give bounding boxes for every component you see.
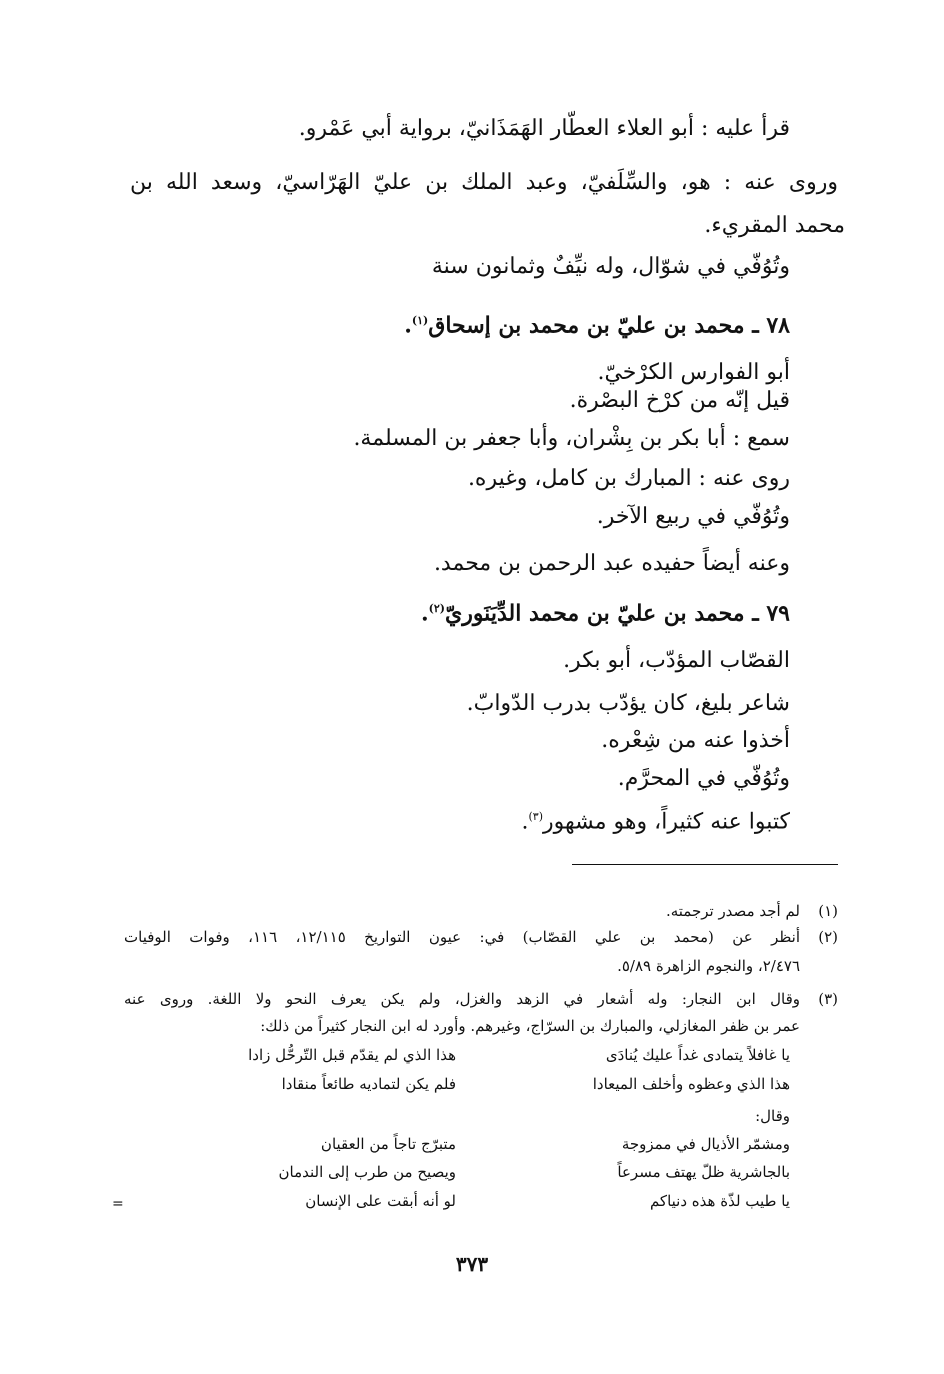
text-line: شاعر بليغ، كان يؤدّب بدرب الدّوابّ. [466,691,790,716]
footnote-ref: (٢) [428,602,445,615]
verse-hemistich: لو أنه أبقت على الإنسان [305,1192,456,1210]
text-line: محمد المقريء. [704,213,845,238]
continuation-mark: = [112,1196,124,1212]
verse-hemistich: بالجاشرية ظلّ يهتف مسرعاً [617,1163,790,1181]
text-line: وتُوُفّي في شوّال، وله نيِّفٌ وثمانون سنة [431,254,790,279]
footnote-text: ٢/٤٧٦، والنجوم الزاهرة ٥/٨٩. [617,957,800,975]
entry-78-heading: ٧٨ ـ محمد بن عليّ بن محمد بن إسحاق$^{(١)}$. [404,312,790,339]
footnote-number: (٣) [818,990,838,1008]
footnote-text: وقال: [755,1107,790,1125]
line-text: كتبوا عنه كثيراً، وهو مشهور [543,809,790,835]
verse-hemistich: يا طيب لذّة هذه دنياكم [649,1192,790,1210]
text-line: وعنه أيضاً حفيده عبد الرحمن بن محمد. [433,551,790,576]
text-line: القصّاب المؤدّب، أبو بكر. [563,648,790,673]
footnote-number: (٢) [818,928,838,946]
footnote-number: (١) [818,902,838,920]
footnote-text: وقال ابن النجار: وله أشعار في الزهد والغزل، ولم يكن يعرف النحو ولا اللغة. وروى عنه [124,990,800,1008]
verse-hemistich: متبرّج تاجاً من العقيان [320,1135,456,1153]
heading-text: ٧٩ ـ محمد بن عليّ بن محمد الدِّيَنَوريّ [444,600,790,627]
footnote-text: لم أجد مصدر ترجمته. [665,902,800,920]
verse-hemistich: فلم يكن لتماديه طائعاً منقادا [281,1075,456,1093]
verse-hemistich: ويصيح من طرب إلى الندمان [278,1163,456,1181]
text-line: روى عنه : المبارك بن كامل، وغيره. [467,466,790,491]
verse-hemistich: ومشمّر الأذيال في ممزوجة [621,1135,790,1153]
verse-hemistich: يا غافلاً يتمادى غداً عليك يُنادَى [605,1046,790,1064]
heading-text: ٧٨ ـ محمد بن عليّ بن محمد بن إسحاق [428,312,790,339]
footnote-ref: (١) [411,314,429,327]
footnote-text: أنظر عن (محمد بن علي القصّاب) في: عيون التواريخ ١٢/١١٥، ١١٦، وفوات الوفيات [124,928,800,946]
footnote-separator [572,864,838,865]
text-line: قيل إنّه من كرْخ البصْرة. [569,388,790,413]
footnote-ref: (٣) [528,810,543,823]
text-line: كتبوا عنه كثيراً، وهو مشهور$^{(٣)}$. [521,809,790,835]
page-number: ٣٧٣ [455,1252,489,1276]
footnote-text: عمر بن ظفر المغازلي، والمبارك بن السرّاج، وغيرهم. وأورد له ابن النجار كثيراً من ذلك: [260,1017,800,1035]
text-line: وروى عنه : هو، والسِّلَفيّ، وعبد الملك بن عليّ الهَرّاسيّ، وسعد الله بن [130,170,838,195]
text-line: قرأ عليه : أبو العلاء العطّار الهَمَذَانيّ، برواية أبي عَمْرو. [298,116,790,141]
text-line: وتُوُفّي في ربيع الآخر. [596,504,790,529]
verse-hemistich: هذا الذي وعظوه وأخلف الميعادا [592,1075,790,1093]
text-line: سمع : أبا بكر بن بِشْران، وأبا جعفر بن المسلمة. [353,426,790,451]
entry-79-heading: ٧٩ ـ محمد بن عليّ بن محمد الدِّيَنَوريّ$^{(٢)}$. [420,600,790,627]
text-line: أبو الفوارس الكرْخيّ. [597,360,790,385]
verse-hemistich: هذا الذي لم يقدّم قبل التّرحُّل زادا [248,1046,456,1064]
text-line: أخذوا عنه من شِعْره. [601,728,790,753]
text-line: وتُوُفّي في المحرَّم. [617,766,790,791]
